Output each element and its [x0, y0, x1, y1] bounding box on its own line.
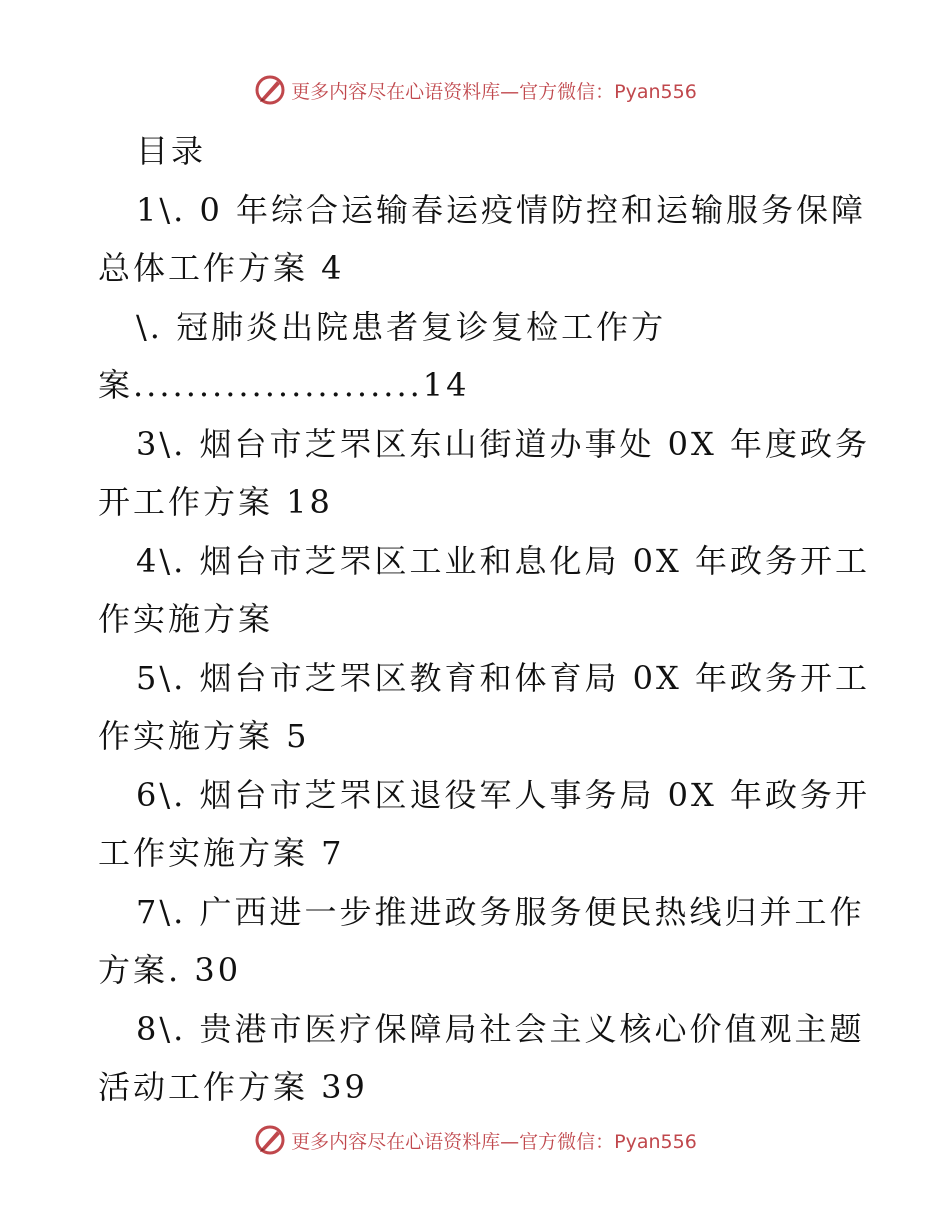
toc-line: 7\. 广西进一步推进政务服务便民热线归并工作 — [136, 892, 865, 931]
toc-line: 4\. 烟台市芝罘区工业和息化局 0X 年政务开工 — [136, 541, 870, 580]
toc-line: 3\. 烟台市芝罘区东山街道办事处 0X 年度政务 — [136, 424, 870, 463]
toc-line: 6\. 烟台市芝罘区退役军人事务局 0X 年政务开 — [136, 775, 870, 814]
pen-logo-icon — [253, 1123, 287, 1157]
toc-line: 总体工作方案 4 — [98, 249, 345, 287]
pen-logo-icon — [253, 73, 287, 107]
toc-line: 开工作方案 18 — [98, 483, 333, 521]
toc-line: 工作实施方案 7 — [98, 834, 345, 872]
watermark-text: 更多内容尽在心语资料库—官方微信：Pyan556 — [291, 1130, 697, 1153]
toc-line: 活动工作方案 39 — [98, 1068, 368, 1106]
toc-line: 8\. 贵港市医疗保障局社会主义核心价值观主题 — [136, 1009, 865, 1048]
toc-line: 5\. 烟台市芝罘区教育和体育局 0X 年政务开工 — [136, 658, 870, 697]
toc-line: 作实施方案 — [98, 600, 274, 638]
toc-line: 1\. 0 年综合运输春运疫情防控和运输服务保障 — [136, 190, 867, 229]
watermark-text: 更多内容尽在心语资料库—官方微信：Pyan556 — [291, 80, 697, 103]
toc-line: \. 冠肺炎出院患者复诊复检工作方 — [136, 307, 667, 346]
header-watermark — [0, 70, 950, 110]
footer-watermark — [0, 1120, 950, 1160]
toc-line: 案......................14 — [98, 366, 470, 404]
toc-line: 方案. 30 — [98, 951, 242, 989]
toc-line: 作实施方案 5 — [98, 717, 310, 755]
toc-title: 目录 — [136, 132, 207, 170]
table-of-contents — [98, 122, 870, 1117]
